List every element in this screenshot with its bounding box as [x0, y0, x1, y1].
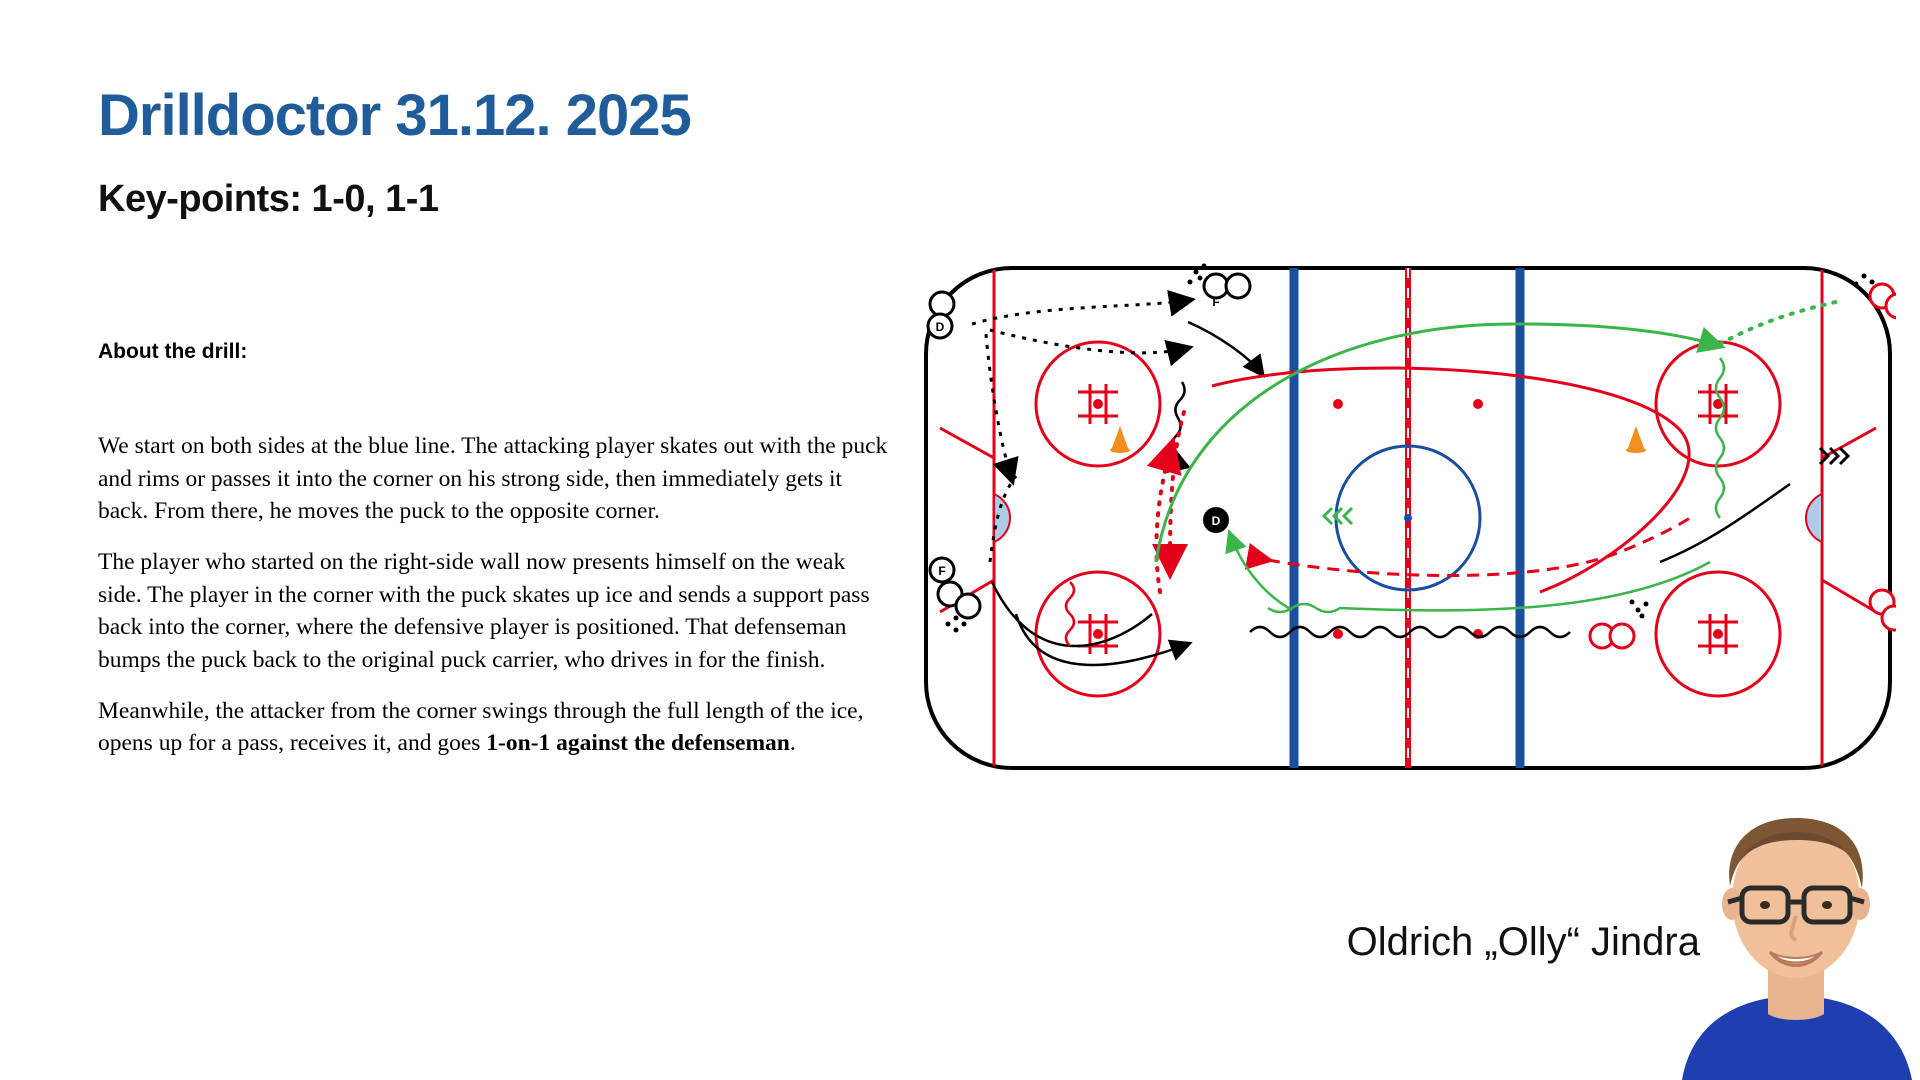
- page-title: Drilldoctor 31.12. 2025: [98, 83, 691, 148]
- about-p3-part2: .: [789, 730, 796, 757]
- about-body: [98, 430, 888, 778]
- page-subtitle: Key-points: 1-0, 1-1: [98, 178, 439, 220]
- about-heading: About the drill:: [98, 340, 248, 363]
- about-paragraph-3: [98, 695, 888, 760]
- about-p3-part1: Meanwhile, the attacker from the corner swings through the full length of the ice, opens up for a pass, receives it, and goes: [98, 697, 864, 757]
- about-paragraph-1: We start on both sides at the blue line. The attacking player skates out with the puck and rims or passes it into the corner on his strong side, then immediately gets it back. From there, he moves the puck to the opposite corner.: [98, 433, 888, 525]
- label-defense-mid: D: [1211, 514, 1221, 528]
- presenter-photo: [1672, 770, 1920, 1080]
- label-defense-top: D: [935, 320, 945, 334]
- label-forward-bottom: F: [938, 564, 946, 578]
- rink-diagram: [920, 262, 1896, 782]
- about-p3-bold: 1-on-1 against the defenseman: [486, 730, 790, 757]
- center-faceoff-dot: [1404, 514, 1412, 522]
- player-defense-mid: [1203, 507, 1229, 533]
- about-paragraph-2: The player who started on the right-side wall now presents himself on the weak side. The player in the corner with the puck skates up ice and sends a support pass back into the corner, where the defensive player is positioned. That defenseman bumps the puck back to the original puck carrier, who drives in for the finish.: [98, 548, 870, 673]
- label-forward-top: F: [1212, 295, 1220, 309]
- presenter-name: Oldrich „Olly“ Jindra: [1346, 920, 1700, 964]
